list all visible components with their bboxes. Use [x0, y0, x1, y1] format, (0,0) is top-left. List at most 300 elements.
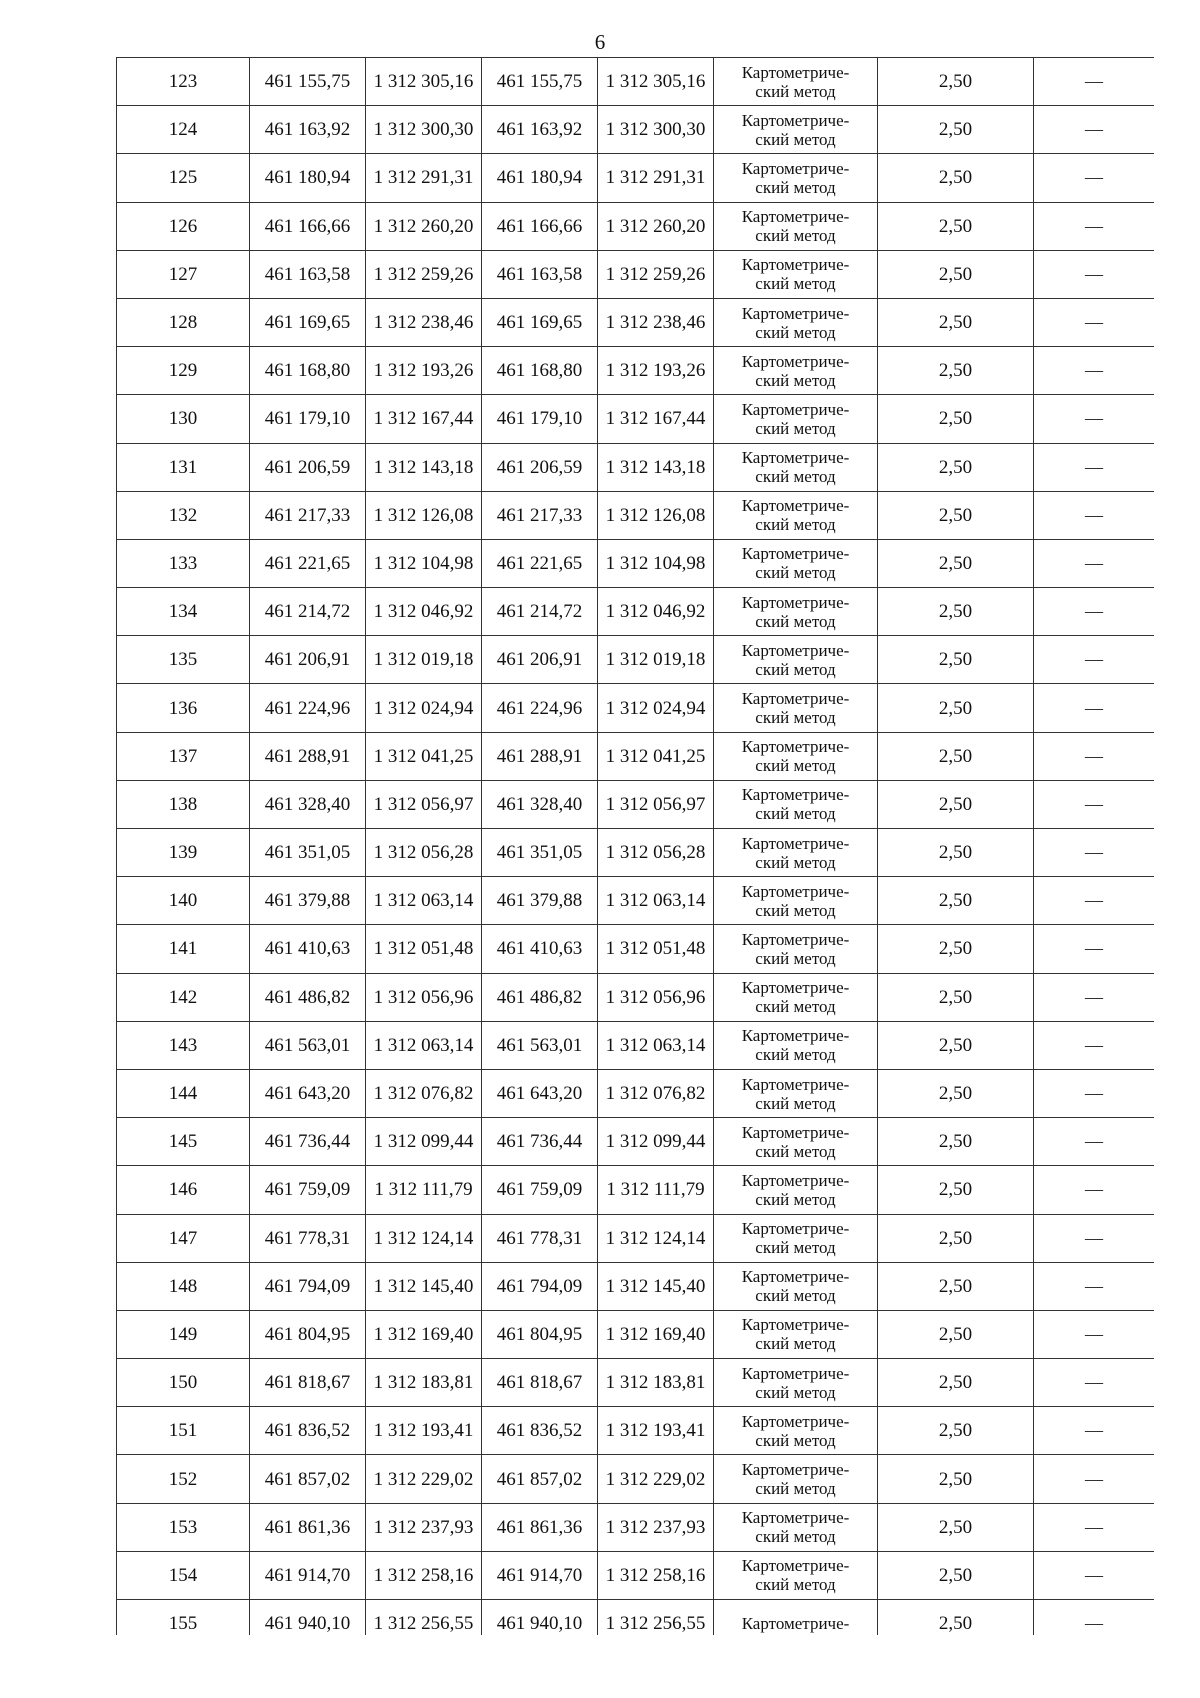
existing-x-cell: 461 169,65 — [250, 298, 366, 346]
existing-x-cell: 461 861,36 — [250, 1503, 366, 1551]
point-number-cell: 147 — [117, 1214, 250, 1262]
description-cell: — — [1034, 58, 1155, 106]
new-x-cell: 461 163,58 — [482, 250, 598, 298]
method-cell — [714, 1310, 878, 1358]
method-line-1: Картометриче- — [741, 448, 850, 468]
table-row — [117, 250, 1155, 298]
new-y-cell: 1 312 046,92 — [598, 588, 714, 636]
method-cell — [714, 58, 878, 106]
method-line-1: Картометриче- — [741, 785, 850, 805]
description-cell: — — [1034, 588, 1155, 636]
accuracy-cell: 2,50 — [878, 395, 1034, 443]
existing-x-cell: 461 940,10 — [250, 1600, 366, 1636]
table-row — [117, 1166, 1155, 1214]
method-line-1: Картометриче- — [741, 62, 850, 82]
accuracy-cell: 2,50 — [878, 1359, 1034, 1407]
new-x-cell: 461 736,44 — [482, 1118, 598, 1166]
existing-x-cell: 461 163,58 — [250, 250, 366, 298]
description-cell: — — [1034, 1214, 1155, 1262]
new-y-cell: 1 312 124,14 — [598, 1214, 714, 1262]
method-line-1: Картометриче- — [741, 640, 850, 660]
method-cell — [714, 829, 878, 877]
method-line-2: ский метод — [755, 1479, 836, 1499]
new-y-cell: 1 312 258,16 — [598, 1551, 714, 1599]
existing-x-cell: 461 217,33 — [250, 491, 366, 539]
method-line-1: Картометриче- — [741, 1508, 850, 1528]
table-row — [117, 1069, 1155, 1117]
description-cell: — — [1034, 1407, 1155, 1455]
method-line-2: ский метод — [755, 370, 836, 390]
method-line-2: ский метод — [755, 322, 836, 342]
existing-y-cell: 1 312 238,46 — [366, 298, 482, 346]
existing-y-cell: 1 312 193,26 — [366, 347, 482, 395]
description-cell: — — [1034, 539, 1155, 587]
method-line-1: Картометриче- — [741, 1122, 850, 1142]
point-number-cell: 129 — [117, 347, 250, 395]
description-cell: — — [1034, 1455, 1155, 1503]
method-line-1: Картометриче- — [741, 689, 850, 709]
new-x-cell: 461 836,52 — [482, 1407, 598, 1455]
method-cell — [714, 684, 878, 732]
accuracy-cell: 2,50 — [878, 106, 1034, 154]
table-row — [117, 1407, 1155, 1455]
point-number-cell: 148 — [117, 1262, 250, 1310]
accuracy-cell: 2,50 — [878, 973, 1034, 1021]
description-cell: — — [1034, 1310, 1155, 1358]
point-number-cell: 142 — [117, 973, 250, 1021]
new-y-cell: 1 312 063,14 — [598, 877, 714, 925]
method-line-2: ский метод — [755, 1382, 836, 1402]
description-cell: — — [1034, 250, 1155, 298]
method-cell — [714, 1600, 878, 1636]
method-line-2: ский метод — [755, 274, 836, 294]
point-number-cell: 128 — [117, 298, 250, 346]
method-line-2: ский метод — [755, 804, 836, 824]
description-cell: — — [1034, 1021, 1155, 1069]
table-row — [117, 684, 1155, 732]
table-row — [117, 1310, 1155, 1358]
method-line-2: ский метод — [755, 611, 836, 631]
point-number-cell: 139 — [117, 829, 250, 877]
point-number-cell: 134 — [117, 588, 250, 636]
method-line-1: Картометриче- — [741, 1267, 850, 1287]
method-line-1: Картометриче- — [741, 399, 850, 419]
existing-y-cell: 1 312 167,44 — [366, 395, 482, 443]
table-row — [117, 1503, 1155, 1551]
method-cell — [714, 780, 878, 828]
existing-x-cell: 461 214,72 — [250, 588, 366, 636]
method-line-1: Картометриче- — [741, 1460, 850, 1480]
method-line-2: ский метод — [755, 177, 836, 197]
table-row — [117, 1262, 1155, 1310]
description-cell: — — [1034, 202, 1155, 250]
coordinates-table-wrapper — [116, 57, 1154, 1635]
table-row — [117, 1455, 1155, 1503]
method-cell — [714, 202, 878, 250]
existing-y-cell: 1 312 260,20 — [366, 202, 482, 250]
accuracy-cell: 2,50 — [878, 1600, 1034, 1636]
existing-y-cell: 1 312 145,40 — [366, 1262, 482, 1310]
existing-x-cell: 461 180,94 — [250, 154, 366, 202]
new-x-cell: 461 351,05 — [482, 829, 598, 877]
table-row — [117, 877, 1155, 925]
method-cell — [714, 925, 878, 973]
existing-y-cell: 1 312 024,94 — [366, 684, 482, 732]
accuracy-cell: 2,50 — [878, 684, 1034, 732]
new-x-cell: 461 155,75 — [482, 58, 598, 106]
existing-x-cell: 461 166,66 — [250, 202, 366, 250]
accuracy-cell: 2,50 — [878, 347, 1034, 395]
new-x-cell: 461 214,72 — [482, 588, 598, 636]
new-y-cell: 1 312 056,97 — [598, 780, 714, 828]
table-row — [117, 58, 1155, 106]
accuracy-cell: 2,50 — [878, 1310, 1034, 1358]
method-cell — [714, 1166, 878, 1214]
accuracy-cell: 2,50 — [878, 1166, 1034, 1214]
point-number-cell: 127 — [117, 250, 250, 298]
method-cell — [714, 539, 878, 587]
point-number-cell: 149 — [117, 1310, 250, 1358]
table-row — [117, 1551, 1155, 1599]
table-row — [117, 491, 1155, 539]
table-row — [117, 732, 1155, 780]
method-line-2: ский метод — [755, 708, 836, 728]
table-row — [117, 1359, 1155, 1407]
method-cell — [714, 298, 878, 346]
description-cell: — — [1034, 780, 1155, 828]
new-x-cell: 461 163,92 — [482, 106, 598, 154]
new-y-cell: 1 312 167,44 — [598, 395, 714, 443]
existing-y-cell: 1 312 076,82 — [366, 1069, 482, 1117]
new-x-cell: 461 328,40 — [482, 780, 598, 828]
point-number-cell: 124 — [117, 106, 250, 154]
new-x-cell: 461 379,88 — [482, 877, 598, 925]
method-line-1: Картометриче- — [741, 1074, 850, 1094]
new-x-cell: 461 759,09 — [482, 1166, 598, 1214]
description-cell: — — [1034, 154, 1155, 202]
new-y-cell: 1 312 193,26 — [598, 347, 714, 395]
method-line-1: Картометриче- — [741, 929, 850, 949]
existing-x-cell: 461 206,91 — [250, 636, 366, 684]
existing-y-cell: 1 312 111,79 — [366, 1166, 482, 1214]
existing-x-cell: 461 224,96 — [250, 684, 366, 732]
new-x-cell: 461 217,33 — [482, 491, 598, 539]
new-x-cell: 461 794,09 — [482, 1262, 598, 1310]
table-row — [117, 925, 1155, 973]
point-number-cell: 152 — [117, 1455, 250, 1503]
method-line-2: ский метод — [755, 1189, 836, 1209]
new-x-cell: 461 857,02 — [482, 1455, 598, 1503]
accuracy-cell: 2,50 — [878, 829, 1034, 877]
existing-x-cell: 461 914,70 — [250, 1551, 366, 1599]
point-number-cell: 146 — [117, 1166, 250, 1214]
new-x-cell: 461 206,91 — [482, 636, 598, 684]
existing-x-cell: 461 163,92 — [250, 106, 366, 154]
existing-y-cell: 1 312 063,14 — [366, 877, 482, 925]
new-y-cell: 1 312 056,96 — [598, 973, 714, 1021]
method-line-2: ский метод — [755, 515, 836, 535]
point-number-cell: 155 — [117, 1600, 250, 1636]
description-cell: — — [1034, 973, 1155, 1021]
point-number-cell: 130 — [117, 395, 250, 443]
existing-y-cell: 1 312 124,14 — [366, 1214, 482, 1262]
accuracy-cell: 2,50 — [878, 1069, 1034, 1117]
existing-y-cell: 1 312 229,02 — [366, 1455, 482, 1503]
table-row — [117, 395, 1155, 443]
existing-y-cell: 1 312 041,25 — [366, 732, 482, 780]
table-row — [117, 154, 1155, 202]
new-y-cell: 1 312 291,31 — [598, 154, 714, 202]
table-row — [117, 829, 1155, 877]
method-line-1: Картометриче- — [741, 833, 850, 853]
description-cell: — — [1034, 298, 1155, 346]
point-number-cell: 151 — [117, 1407, 250, 1455]
existing-x-cell: 461 836,52 — [250, 1407, 366, 1455]
new-x-cell: 461 221,65 — [482, 539, 598, 587]
method-cell — [714, 732, 878, 780]
new-y-cell: 1 312 126,08 — [598, 491, 714, 539]
new-x-cell: 461 914,70 — [482, 1551, 598, 1599]
method-line-2: ский метод — [755, 852, 836, 872]
method-line-1: Картометриче- — [741, 351, 850, 371]
existing-x-cell: 461 759,09 — [250, 1166, 366, 1214]
table-row — [117, 1214, 1155, 1262]
new-x-cell: 461 180,94 — [482, 154, 598, 202]
method-line-1: Картометриче- — [741, 881, 850, 901]
method-cell — [714, 1021, 878, 1069]
existing-x-cell: 461 410,63 — [250, 925, 366, 973]
new-x-cell: 461 778,31 — [482, 1214, 598, 1262]
new-x-cell: 461 288,91 — [482, 732, 598, 780]
method-line-2: ский метод — [755, 1238, 836, 1258]
point-number-cell: 125 — [117, 154, 250, 202]
accuracy-cell: 2,50 — [878, 1118, 1034, 1166]
method-line-1: Картометриче- — [741, 737, 850, 757]
method-cell — [714, 443, 878, 491]
existing-x-cell: 461 486,82 — [250, 973, 366, 1021]
table-row — [117, 1600, 1155, 1636]
method-cell — [714, 347, 878, 395]
description-cell: — — [1034, 732, 1155, 780]
existing-y-cell: 1 312 237,93 — [366, 1503, 482, 1551]
method-cell — [714, 636, 878, 684]
method-line-1: Картометриче- — [741, 544, 850, 564]
point-number-cell: 150 — [117, 1359, 250, 1407]
method-line-1: Картометриче- — [741, 592, 850, 612]
description-cell: — — [1034, 443, 1155, 491]
description-cell: — — [1034, 1359, 1155, 1407]
accuracy-cell: 2,50 — [878, 877, 1034, 925]
existing-x-cell: 461 804,95 — [250, 1310, 366, 1358]
point-number-cell: 131 — [117, 443, 250, 491]
point-number-cell: 143 — [117, 1021, 250, 1069]
method-line-1: Картометриче- — [741, 1614, 850, 1634]
coordinates-table — [116, 57, 1154, 1635]
point-number-cell: 123 — [117, 58, 250, 106]
new-y-cell: 1 312 238,46 — [598, 298, 714, 346]
new-y-cell: 1 312 111,79 — [598, 1166, 714, 1214]
existing-y-cell: 1 312 258,16 — [366, 1551, 482, 1599]
description-cell: — — [1034, 1600, 1155, 1636]
point-number-cell: 141 — [117, 925, 250, 973]
new-y-cell: 1 312 143,18 — [598, 443, 714, 491]
accuracy-cell: 2,50 — [878, 58, 1034, 106]
new-x-cell: 461 168,80 — [482, 347, 598, 395]
description-cell: — — [1034, 829, 1155, 877]
new-x-cell: 461 643,20 — [482, 1069, 598, 1117]
new-y-cell: 1 312 024,94 — [598, 684, 714, 732]
new-y-cell: 1 312 041,25 — [598, 732, 714, 780]
new-y-cell: 1 312 229,02 — [598, 1455, 714, 1503]
existing-y-cell: 1 312 056,28 — [366, 829, 482, 877]
accuracy-cell: 2,50 — [878, 202, 1034, 250]
point-number-cell: 126 — [117, 202, 250, 250]
existing-x-cell: 461 179,10 — [250, 395, 366, 443]
method-line-1: Картометриче- — [741, 110, 850, 130]
new-y-cell: 1 312 260,20 — [598, 202, 714, 250]
new-y-cell: 1 312 300,30 — [598, 106, 714, 154]
method-line-2: ский метод — [755, 948, 836, 968]
existing-x-cell: 461 563,01 — [250, 1021, 366, 1069]
accuracy-cell: 2,50 — [878, 1407, 1034, 1455]
description-cell: — — [1034, 395, 1155, 443]
existing-y-cell: 1 312 099,44 — [366, 1118, 482, 1166]
new-x-cell: 461 818,67 — [482, 1359, 598, 1407]
table-row — [117, 106, 1155, 154]
description-cell: — — [1034, 1262, 1155, 1310]
accuracy-cell: 2,50 — [878, 154, 1034, 202]
new-x-cell: 461 804,95 — [482, 1310, 598, 1358]
new-y-cell: 1 312 256,55 — [598, 1600, 714, 1636]
description-cell: — — [1034, 491, 1155, 539]
method-cell — [714, 1503, 878, 1551]
accuracy-cell: 2,50 — [878, 925, 1034, 973]
table-body — [117, 58, 1155, 1636]
method-cell — [714, 1551, 878, 1599]
method-cell — [714, 588, 878, 636]
existing-x-cell: 461 328,40 — [250, 780, 366, 828]
new-y-cell: 1 312 183,81 — [598, 1359, 714, 1407]
description-cell: — — [1034, 877, 1155, 925]
accuracy-cell: 2,50 — [878, 250, 1034, 298]
description-cell: — — [1034, 1503, 1155, 1551]
accuracy-cell: 2,50 — [878, 298, 1034, 346]
method-line-1: Картометриче- — [741, 255, 850, 275]
method-line-2: ский метод — [755, 900, 836, 920]
point-number-cell: 154 — [117, 1551, 250, 1599]
existing-y-cell: 1 312 259,26 — [366, 250, 482, 298]
new-y-cell: 1 312 076,82 — [598, 1069, 714, 1117]
existing-x-cell: 461 168,80 — [250, 347, 366, 395]
new-x-cell: 461 166,66 — [482, 202, 598, 250]
method-line-1: Картометриче- — [741, 207, 850, 227]
table-row — [117, 347, 1155, 395]
new-y-cell: 1 312 063,14 — [598, 1021, 714, 1069]
existing-x-cell: 461 351,05 — [250, 829, 366, 877]
existing-y-cell: 1 312 056,96 — [366, 973, 482, 1021]
description-cell: — — [1034, 925, 1155, 973]
accuracy-cell: 2,50 — [878, 491, 1034, 539]
existing-y-cell: 1 312 291,31 — [366, 154, 482, 202]
method-cell — [714, 1455, 878, 1503]
existing-x-cell: 461 379,88 — [250, 877, 366, 925]
table-row — [117, 539, 1155, 587]
new-y-cell: 1 312 193,41 — [598, 1407, 714, 1455]
method-line-2: ский метод — [755, 226, 836, 246]
new-y-cell: 1 312 051,48 — [598, 925, 714, 973]
new-y-cell: 1 312 099,44 — [598, 1118, 714, 1166]
existing-y-cell: 1 312 126,08 — [366, 491, 482, 539]
new-x-cell: 461 206,59 — [482, 443, 598, 491]
table-row — [117, 973, 1155, 1021]
existing-y-cell: 1 312 169,40 — [366, 1310, 482, 1358]
new-y-cell: 1 312 019,18 — [598, 636, 714, 684]
method-line-2: ский метод — [755, 81, 836, 101]
accuracy-cell: 2,50 — [878, 539, 1034, 587]
method-line-2: ский метод — [755, 1045, 836, 1065]
accuracy-cell: 2,50 — [878, 1551, 1034, 1599]
existing-y-cell: 1 312 305,16 — [366, 58, 482, 106]
accuracy-cell: 2,50 — [878, 1214, 1034, 1262]
description-cell: — — [1034, 106, 1155, 154]
description-cell: — — [1034, 347, 1155, 395]
point-number-cell: 132 — [117, 491, 250, 539]
method-cell — [714, 1214, 878, 1262]
existing-y-cell: 1 312 183,81 — [366, 1359, 482, 1407]
table-row — [117, 1021, 1155, 1069]
new-x-cell: 461 563,01 — [482, 1021, 598, 1069]
new-x-cell: 461 169,65 — [482, 298, 598, 346]
existing-y-cell: 1 312 056,97 — [366, 780, 482, 828]
table-row — [117, 636, 1155, 684]
existing-x-cell: 461 818,67 — [250, 1359, 366, 1407]
point-number-cell: 144 — [117, 1069, 250, 1117]
point-number-cell: 133 — [117, 539, 250, 587]
existing-x-cell: 461 778,31 — [250, 1214, 366, 1262]
method-line-2: ский метод — [755, 467, 836, 487]
method-line-2: ский метод — [755, 1430, 836, 1450]
table-row — [117, 1118, 1155, 1166]
table-row — [117, 443, 1155, 491]
point-number-cell: 153 — [117, 1503, 250, 1551]
description-cell: — — [1034, 1551, 1155, 1599]
existing-x-cell: 461 643,20 — [250, 1069, 366, 1117]
method-line-2: ский метод — [755, 418, 836, 438]
point-number-cell: 136 — [117, 684, 250, 732]
method-cell — [714, 1118, 878, 1166]
method-line-1: Картометриче- — [741, 1556, 850, 1576]
description-cell: — — [1034, 636, 1155, 684]
method-line-2: ский метод — [755, 1334, 836, 1354]
accuracy-cell: 2,50 — [878, 1455, 1034, 1503]
method-cell — [714, 1069, 878, 1117]
description-cell: — — [1034, 1166, 1155, 1214]
existing-y-cell: 1 312 104,98 — [366, 539, 482, 587]
existing-x-cell: 461 206,59 — [250, 443, 366, 491]
method-line-2: ский метод — [755, 1093, 836, 1113]
method-cell — [714, 1407, 878, 1455]
existing-x-cell: 461 221,65 — [250, 539, 366, 587]
new-x-cell: 461 940,10 — [482, 1600, 598, 1636]
accuracy-cell: 2,50 — [878, 1503, 1034, 1551]
accuracy-cell: 2,50 — [878, 443, 1034, 491]
method-line-2: ский метод — [755, 1286, 836, 1306]
method-cell — [714, 154, 878, 202]
table-row — [117, 780, 1155, 828]
method-line-1: Картометриче- — [741, 303, 850, 323]
method-line-1: Картометриче- — [741, 1170, 850, 1190]
method-line-1: Картометриче- — [741, 1363, 850, 1383]
